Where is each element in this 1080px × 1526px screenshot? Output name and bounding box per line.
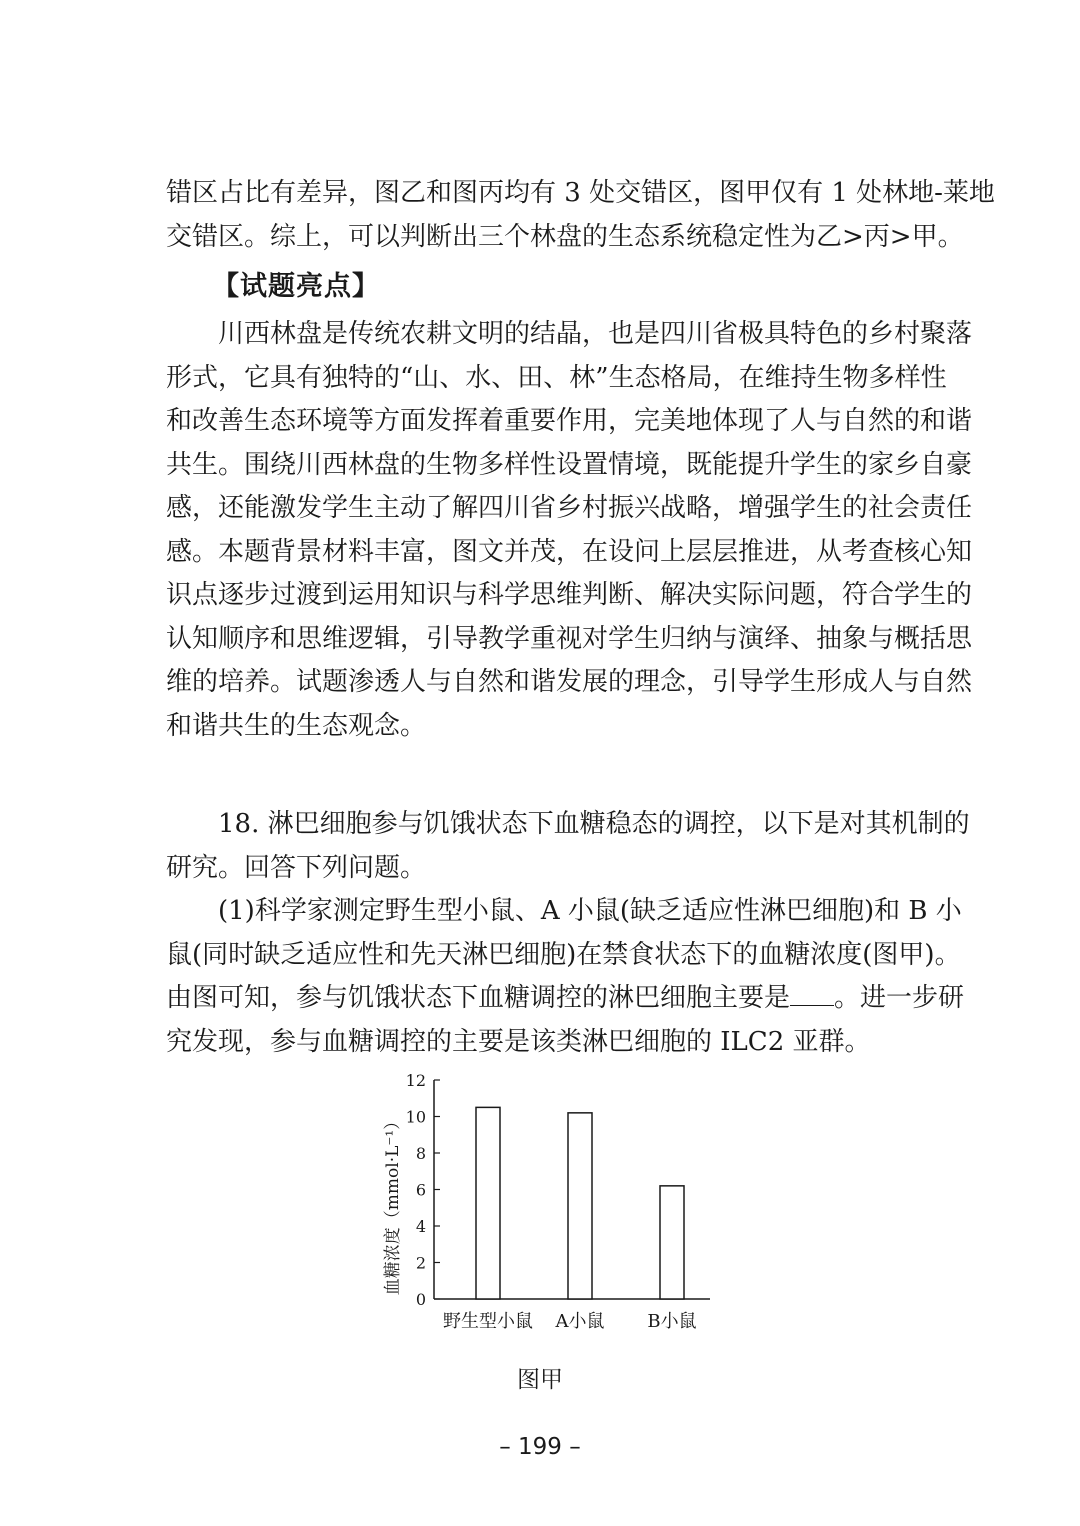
bar — [568, 1113, 592, 1299]
paragraph-line: 和改善生态环境等方面发挥着重要作用，完美地体现了人与自然的和谐 — [166, 406, 973, 436]
paragraph-line: 认知顺序和思维逻辑，引导教学重视对学生归纳与演绎、抽象与概括思 — [166, 623, 973, 654]
paragraph-line: 形式，它具有独特的“山、水、田、林”生态格局，在维持生物多样性 — [166, 362, 947, 393]
y-tick-label: 12 — [405, 1071, 426, 1090]
x-tick-label: B小鼠 — [647, 1311, 697, 1332]
paragraph-line: 识点逐步过渡到运用知识与科学思维判断、解决实际问题，符合学生的 — [166, 580, 973, 610]
y-tick-label: 4 — [415, 1217, 426, 1236]
paragraph-line: 和谐共生的生态观念。 — [166, 710, 427, 741]
blank-suffix-text: 。进一步研 — [834, 983, 965, 1013]
bar — [660, 1186, 684, 1299]
question-line: 研究。回答下列问题。 — [166, 852, 427, 883]
y-tick-label: 0 — [415, 1290, 426, 1309]
paragraph-line: 川西林盘是传统农耕文明的结晶，也是四川省极具特色的乡村聚落 — [218, 319, 973, 349]
y-tick-label: 8 — [415, 1144, 426, 1163]
question-line: 18. 淋巴细胞参与饥饿状态下血糖稳态的调控，以下是对其机制的 — [218, 809, 970, 839]
highlight-paragraph — [166, 313, 973, 748]
y-tick-label: 2 — [415, 1253, 426, 1273]
x-tick-label: 野生型小鼠 — [443, 1311, 533, 1332]
paragraph-line: 错区占比有差异，图乙和图丙均有 3 处交错区，图甲仅有 1 处林地-莱地 — [166, 178, 995, 208]
paragraph-line: 感，还能激发学生主动了解四川省乡村振兴战略，增强学生的社会责任 — [166, 493, 973, 523]
question-line: 鼠(同时缺乏适应性和先天淋巴细胞)在禁食状态下的血糖浓度(图甲)。 — [166, 939, 961, 970]
question-line-with-blank — [166, 977, 965, 1021]
section-heading: 【试题亮点】 — [212, 271, 380, 302]
paragraph-line: 交错区。综上，可以判断出三个林盘的生态系统稳定性为乙>丙>甲。 — [166, 221, 964, 252]
paragraph-line: 共生。围绕川西林盘的生物多样性设置情境，既能提升学生的家乡自豪 — [166, 449, 973, 480]
y-axis-label: 血糖浓度（mmol·L⁻¹） — [383, 1112, 403, 1296]
blank-prefix-text: 由图可知，参与饥饿状态下血糖调控的淋巴细胞主要是 — [166, 983, 791, 1013]
bar — [476, 1107, 500, 1299]
paragraph-line: 维的培养。试题渗透人与自然和谐发展的理念，引导学生形成人与自然 — [166, 667, 973, 697]
paragraph-line: 感。本题背景材料丰富，图文并茂，在设问上层层推进，从考查核心知 — [166, 536, 973, 567]
question-line: (1)科学家测定野生型小鼠、A 小鼠(缺乏适应性淋巴细胞)和 B 小 — [218, 896, 962, 926]
x-tick-label: A小鼠 — [555, 1311, 605, 1332]
y-tick-label: 6 — [415, 1180, 426, 1200]
bar-chart — [370, 1068, 730, 1338]
top-paragraph — [166, 172, 995, 259]
question-18 — [166, 803, 970, 1064]
answer-blank — [790, 985, 834, 1006]
page-number: – 199 – — [499, 1434, 581, 1460]
y-tick-label: 10 — [405, 1107, 426, 1127]
figure-caption: 图甲 — [517, 1367, 563, 1393]
question-line: 究发现，参与血糖调控的主要是该类淋巴细胞的 ILC2 亚群。 — [166, 1026, 871, 1057]
